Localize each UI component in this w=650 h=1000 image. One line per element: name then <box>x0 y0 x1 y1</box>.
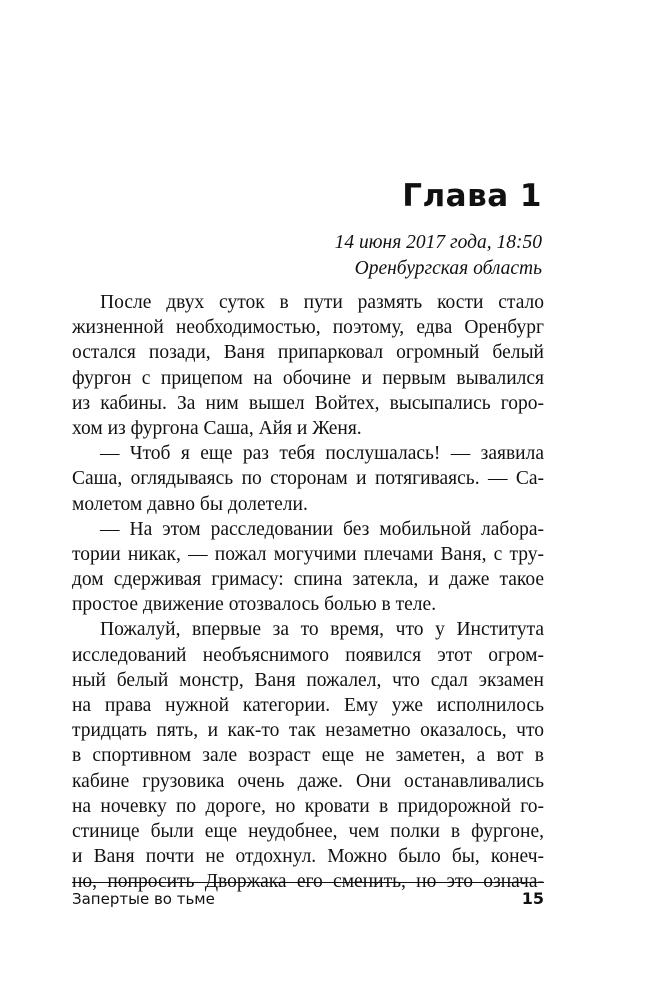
text-line: остался позади, Ваня припарковал огромный белый <box>72 342 544 364</box>
text-line: хом из фургона Саша, Айя и Женя. <box>72 417 362 439</box>
text-line: — Чтоб я еще раз тебя послушалась! — заявила <box>100 443 544 465</box>
text-line: фургон с прицепом на обочине и первым вывалился <box>72 367 544 389</box>
text-line: на права нужной категории. Ему уже исполнилось <box>72 695 544 716</box>
chapter-dateline <box>335 230 542 282</box>
text-line: в спортивном зале возраст еще не заметен, а вот в <box>72 745 544 767</box>
chapter-date: 14 июня 2017 года, 18:50 <box>334 232 542 253</box>
text-line: из кабины. За ним вышел Войтех, высыпались горо- <box>72 392 544 414</box>
text-line: ный белый монстр, Ваня пожалел, что сдал экзамен <box>72 669 544 691</box>
text-line: стинице были еще неудобнее, чем полки в фургоне, <box>72 820 544 842</box>
chapter-place: Оренбургская область <box>354 258 542 279</box>
text-line: простое движение отозвалось болью в теле. <box>72 594 437 616</box>
text-line: дом сдерживая гримасу: спина затекла, и даже такое <box>72 569 544 591</box>
text-line: Пожалуй, впервые за то время, что у Института <box>100 619 544 641</box>
text-line: но, попросить Дворжака его сменить, но это означа- <box>72 871 544 893</box>
text-line: кабине грузовика очень даже. Они останавливались <box>72 770 544 792</box>
text-line: исследований необъяснимого появился этот огром- <box>72 644 544 666</box>
text-line: на ночевку по дороге, но кровати в придорожной го- <box>72 795 544 817</box>
text-line: жизненной необходимостью, поэтому, едва Оренбург <box>72 317 544 339</box>
text-line: — На этом расследовании без мобильной лабора- <box>100 518 544 540</box>
footer-divider <box>72 882 544 883</box>
body-text <box>72 290 544 895</box>
text-line: тридцать пять, и как-то так незаметно оказалось, что <box>72 720 544 742</box>
text-line: После двух суток в пути размять кости стало <box>100 292 544 313</box>
text-line: Саша, оглядываясь по сторонам и потягиваясь. — Са- <box>72 468 544 490</box>
page-number: 15 <box>521 889 544 908</box>
text-line: тории никак, — пожал могучими плечами Ваня, с тру- <box>72 543 544 565</box>
running-footer-title: Запертые во тьме <box>72 890 215 908</box>
text-line: молетом давно бы долетели. <box>72 493 308 515</box>
text-line: и Ваня почти не отдохнул. Можно было бы, конеч- <box>72 846 544 868</box>
chapter-title: Глава 1 <box>402 178 542 214</box>
